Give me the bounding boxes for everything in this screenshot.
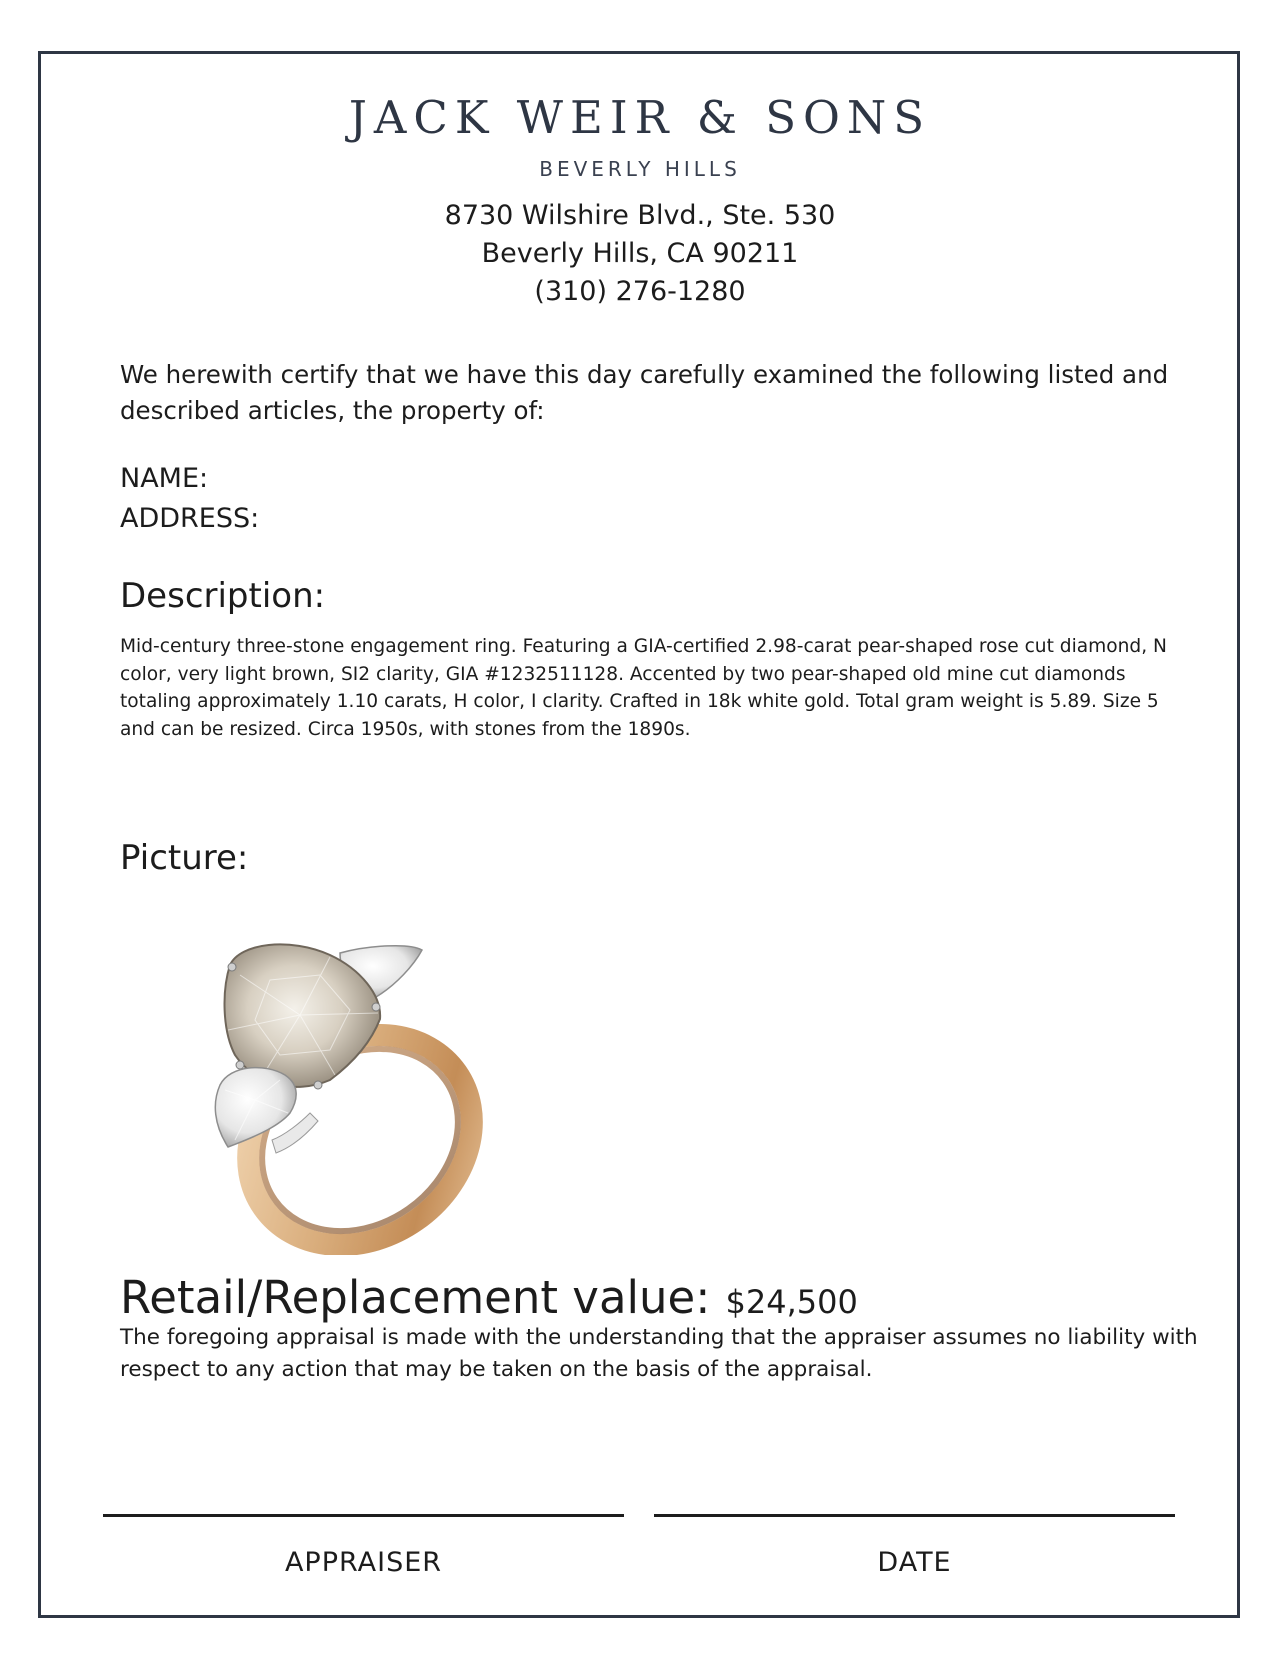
picture-heading: Picture: [120,838,249,878]
ring-photo [200,935,500,1255]
appraiser-label: APPRAISER [284,1547,443,1578]
address-line-2: Beverly Hills, CA 90211 [481,238,799,269]
valuation-amount: $24,500 [725,1283,858,1321]
brand-logo: JACK WEIR & SONS [348,91,932,144]
address-line-1: 8730 Wilshire Blvd., Ste. 530 [444,200,836,231]
ring-illustration [200,935,500,1255]
brand-subtitle: BEVERLY HILLS [539,157,741,181]
name-label: NAME: [120,463,209,494]
date-label: DATE [877,1547,952,1578]
valuation-label: Retail/Replacement value: [120,1271,711,1324]
phone-number: (310) 276-1280 [534,276,746,307]
description-text: Mid-century three-stone engagement ring. Featuring a GIA-certified 2.98-carat pear-shaped rose cut diamond, N color, very light brown, SI2 clarity, GIA #1232511128. Accented by two pear-shaped old mine cut diamonds totaling approximately 1.10 carats, H color, I clarity. Crafted in 18k white gold. Total gram weight is 5.89. Size 5 and can be resized. Circa 1950s, with stones from the 1890s. [120,636,1167,740]
date-signature-line [654,1514,1175,1517]
disclaimer-text: The foregoing appraisal is made with the understanding that the appraiser assumes no liability with respect to any action that may be taken on the basis of the appraisal. [120,1325,1198,1382]
appraiser-signature-line [103,1514,624,1517]
description-heading: Description: [120,576,326,616]
certification-statement: We herewith certify that we have this day carefully examined the following listed and described articles, the property of: [120,360,1169,425]
owner-address-label: ADDRESS: [120,503,260,534]
